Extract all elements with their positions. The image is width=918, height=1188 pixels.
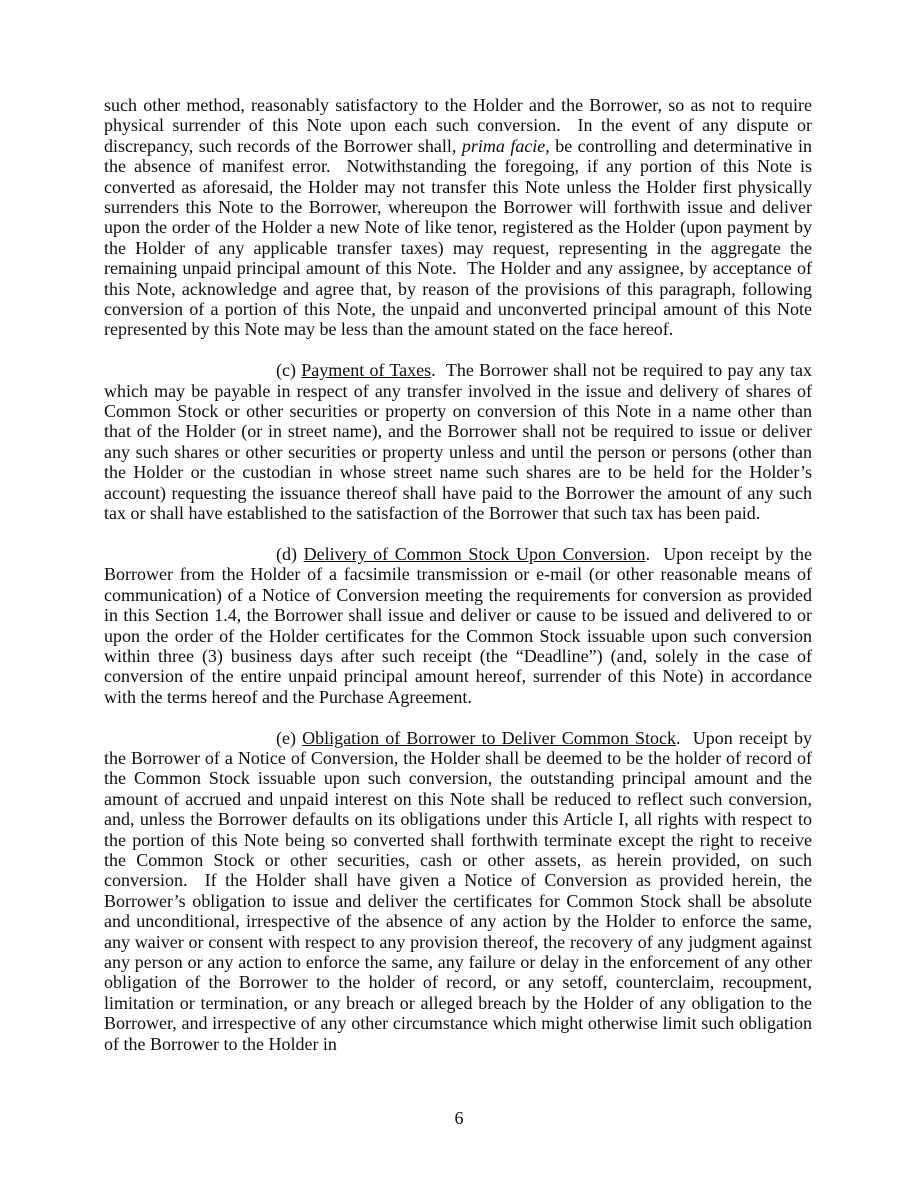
clause-heading: Delivery of Common Stock Upon Conversion [303,543,646,564]
text-run: (e) [276,727,303,748]
clause-heading: Payment of Taxes [301,360,432,381]
page-number: 6 [454,1108,464,1128]
text-run: such other method, reasonably satisfactory to the Holder and the Borrower, so as not to require physical surrender of this Note upon each such conversion. In the event of any dispute or discrepancy, such records of the Borrower shall, [104,95,812,156]
text-run: (d) [276,543,304,564]
paragraph-clause-c [104,360,812,523]
text-run: . Upon receipt by the Borrower of a Notice of Conversion, the Holder shall be deemed to be the holder of record of the Common Stock issuable upon such conversion, the outstanding principal amount and the amount of accrued and unpaid interest on this Note shall be reduced to reflect such conversion, and, unless the Borrower defaults on its obligations under this Article I, all rights with respect to the portion of this Note being so converted shall forthwith terminate except the right to receive the Common Stock or other securities, cash or other assets, as herein provided, on such conversion. If the Holder shall have given a Notice of Conversion as provided herein, the Borrower’s obligation to issue and deliver the certificates for Common Stock shall be absolute and unconditional, irrespective of the absence of any action by the Holder to enforce the same, any waiver or consent with respect to any provision thereof, the recovery of any judgment against any person or any action to enforce the same, any failure or delay in the enforcement of any other obligation of the Borrower to the holder of record, or any setoff, counterclaim, recoupment, limitation or termination, or any breach or alleged breach by the Holder of any obligation to the Borrower, and irrespective of any other circumstance which might otherwise limit such obligation of the Borrower to the Holder in [104,727,812,1054]
paragraph-clause-e [104,728,812,1055]
document-body [104,95,812,1074]
clause-heading: Obligation of Borrower to Deliver Common Stock [302,727,676,748]
paragraph-clause-d [104,544,812,707]
text-run: (c) [276,360,302,381]
text-run: . Upon receipt by the Borrower from the Holder of a facsimile transmission or e-mail (or other reasonable means of communication) of a Notice of Conversion meeting the requirements for conversion as provided in this Section 1.4, the Borrower shall issue and deliver or cause to be issued and delivered to or upon the order of the Holder certificates for the Common Stock issuable upon such conversion within three (3) business days after such receipt (the “Deadline”) (and, solely in the case of conversion of the entire unpaid principal amount hereof, surrender of this Note) in accordance with the terms hereof and the Purchase Agreement. [104,543,812,707]
text-run: . The Borrower shall not be required to pay any tax which may be payable in respect of any transfer involved in the issue and delivery of shares of Common Stock or other securities or property on conversion of this Note in a name other than that of the Holder (or in street name), and the Borrower shall not be required to issue or deliver any such shares or other securities or property unless and until the person or persons (other than the Holder or the custodian in whose street name such shares are to be held for the Holder’s account) requesting the issuance thereof shall have paid to the Borrower the amount of any such tax or shall have established to the satisfaction of the Borrower that such tax has been paid. [104,360,812,524]
paragraph-continuation [104,95,812,340]
text-run: be controlling and determinative in the absence of manifest error. Notwithstanding the foregoing, if any portion of this Note is converted as aforesaid, the Holder may not transfer this Note unless the Holder first physically surrenders this Note to the Borrower, whereupon the Borrower will forthwith issue and deliver upon the order of the Holder a new Note of like tenor, registered as the Holder (upon payment by the Holder of any applicable transfer taxes) may request, representing in the aggregate the remaining unpaid principal amount of this Note. The Holder and any assignee, by acceptance of this Note, acknowledge and agree that, by reason of the provisions of this paragraph, following conversion of a portion of this Note, the unpaid and unconverted principal amount of this Note represented by this Note may be less than the amount stated on the face hereof. [104,135,812,340]
italic-text-run: prima facie, [461,135,550,156]
